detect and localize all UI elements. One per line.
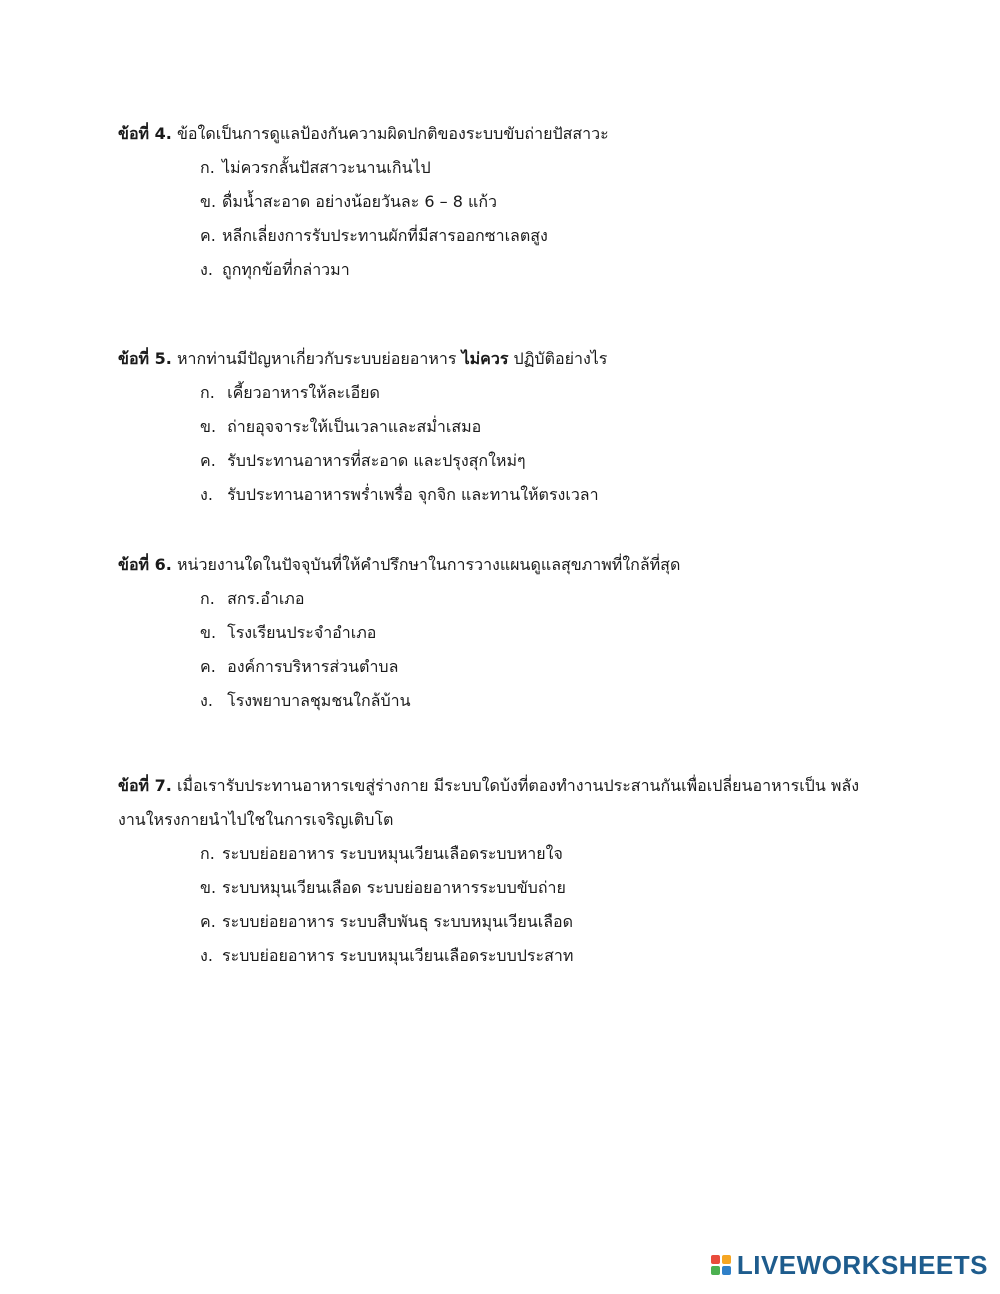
question-number: ข้อที่ 4. <box>118 124 172 143</box>
logo-cell-green <box>711 1266 720 1275</box>
option-text: สกร.อำเภอ <box>227 589 305 608</box>
question-number: ข้อที่ 5. <box>118 349 172 368</box>
question-number: ข้อที่ 7. <box>118 776 172 795</box>
option-text: โรงพยาบาลชุมชนใกล้บ้าน <box>227 691 411 710</box>
option-letter: ข. <box>200 623 217 642</box>
option-d[interactable] <box>200 478 878 512</box>
option-c[interactable] <box>200 905 878 939</box>
question-7 <box>118 769 878 973</box>
option-c[interactable] <box>200 444 878 478</box>
question-5 <box>118 342 878 512</box>
logo-cell-blue <box>722 1266 731 1275</box>
option-text: ระบบย่อยอาหาร ระบบหมุนเวียนเลือดระบบหายใจ <box>222 844 563 863</box>
question-6 <box>118 548 878 718</box>
option-b[interactable] <box>200 185 878 219</box>
option-text: ระบบย่อยอาหาร ระบบสืบพันธุ ระบบหมุนเวียนเลือด <box>222 912 573 931</box>
option-b[interactable] <box>200 616 878 650</box>
liveworksheets-brand <box>711 1250 988 1280</box>
option-letter: ก. <box>200 589 215 608</box>
option-text: หลีกเลี่ยงการรับประทานผักที่มีสารออกซาเลตสูง <box>222 226 548 245</box>
option-d[interactable] <box>200 939 878 973</box>
question-stem <box>118 769 878 837</box>
option-text: ดื่มน้ำสะอาด อย่างน้อยวันละ 6 – 8 แก้ว <box>222 192 497 211</box>
option-text: โรงเรียนประจำอำเภอ <box>227 623 377 642</box>
question-stem <box>118 117 878 151</box>
answer-options <box>118 376 878 512</box>
option-text: ถูกทุกข้อที่กล่าวมา <box>222 260 350 279</box>
option-letter: ก. <box>200 158 215 177</box>
option-d[interactable] <box>200 253 878 287</box>
option-b[interactable] <box>200 871 878 905</box>
option-letter: ง. <box>200 691 213 710</box>
option-letter: ค. <box>200 226 216 245</box>
liveworksheets-logo-icon <box>711 1255 731 1275</box>
question-4 <box>118 117 878 287</box>
question-text: เมื่อเรารับประทานอาหารเขสู่ร่างกาย มีระบบใดบ้งที่ตองทำงานประสานกันเพื่อเปลี่ยนอาหารเป็น พลังงานใหรงกายนำไปใชในการเจริญเติบโต <box>118 776 860 829</box>
option-letter: ก. <box>200 383 215 402</box>
option-letter: ข. <box>200 878 217 897</box>
option-a[interactable] <box>200 376 878 410</box>
answer-options <box>118 151 878 287</box>
question-text: หากท่านมีปัญหาเกี่ยวกับระบบย่อยอาหาร <box>176 349 457 368</box>
question-stem <box>118 548 878 582</box>
option-text: ถ่ายอุจจาระให้เป็นเวลาและสม่ำเสมอ <box>227 417 482 436</box>
question-stem <box>118 342 878 376</box>
option-letter: ข. <box>200 192 217 211</box>
option-letter: ค. <box>200 912 216 931</box>
question-text: หน่วยงานใดในปัจจุบันที่ให้คำปรึกษาในการวางแผนดูแลสุขภาพที่ใกล้ที่สุด <box>176 555 681 574</box>
brand-name: LIVEWORKSHEETS <box>736 1249 988 1280</box>
question-number: ข้อที่ 6. <box>118 555 172 574</box>
option-text: เคี้ยวอาหารให้ละเอียด <box>227 383 380 402</box>
logo-cell-red <box>711 1255 720 1264</box>
option-a[interactable] <box>200 582 878 616</box>
option-letter: ค. <box>200 451 216 470</box>
option-text: รับประทานอาหารที่สะอาด และปรุงสุกใหม่ๆ <box>227 451 526 470</box>
answer-options <box>118 582 878 718</box>
option-d[interactable] <box>200 684 878 718</box>
question-text-after: ปฏิบัติอย่างไร <box>513 349 608 368</box>
option-text: องค์การบริหารส่วนตำบล <box>227 657 399 676</box>
option-text: ไม่ควรกลั้นปัสสาวะนานเกินไป <box>222 158 431 177</box>
option-c[interactable] <box>200 219 878 253</box>
option-b[interactable] <box>200 410 878 444</box>
option-letter: ก. <box>200 844 215 863</box>
logo-cell-orange <box>722 1255 731 1264</box>
question-emphasis: ไม่ควร <box>461 349 509 368</box>
question-text: ข้อใดเป็นการดูแลป้องกันความผิดปกติของระบบขับถ่ายปัสสาวะ <box>176 124 609 143</box>
option-a[interactable] <box>200 151 878 185</box>
answer-options <box>118 837 878 973</box>
option-text: ระบบย่อยอาหาร ระบบหมุนเวียนเลือดระบบประสาท <box>222 946 574 965</box>
option-letter: ง. <box>200 946 213 965</box>
option-a[interactable] <box>200 837 878 871</box>
option-letter: ข. <box>200 417 217 436</box>
option-c[interactable] <box>200 650 878 684</box>
option-letter: ง. <box>200 260 213 279</box>
option-text: ระบบหมุนเวียนเลือด ระบบย่อยอาหารระบบขับถ่าย <box>222 878 566 897</box>
option-text: รับประทานอาหารพร่ำเพรื่อ จุกจิก และทานให้ตรงเวลา <box>227 485 599 504</box>
option-letter: ง. <box>200 485 213 504</box>
option-letter: ค. <box>200 657 216 676</box>
